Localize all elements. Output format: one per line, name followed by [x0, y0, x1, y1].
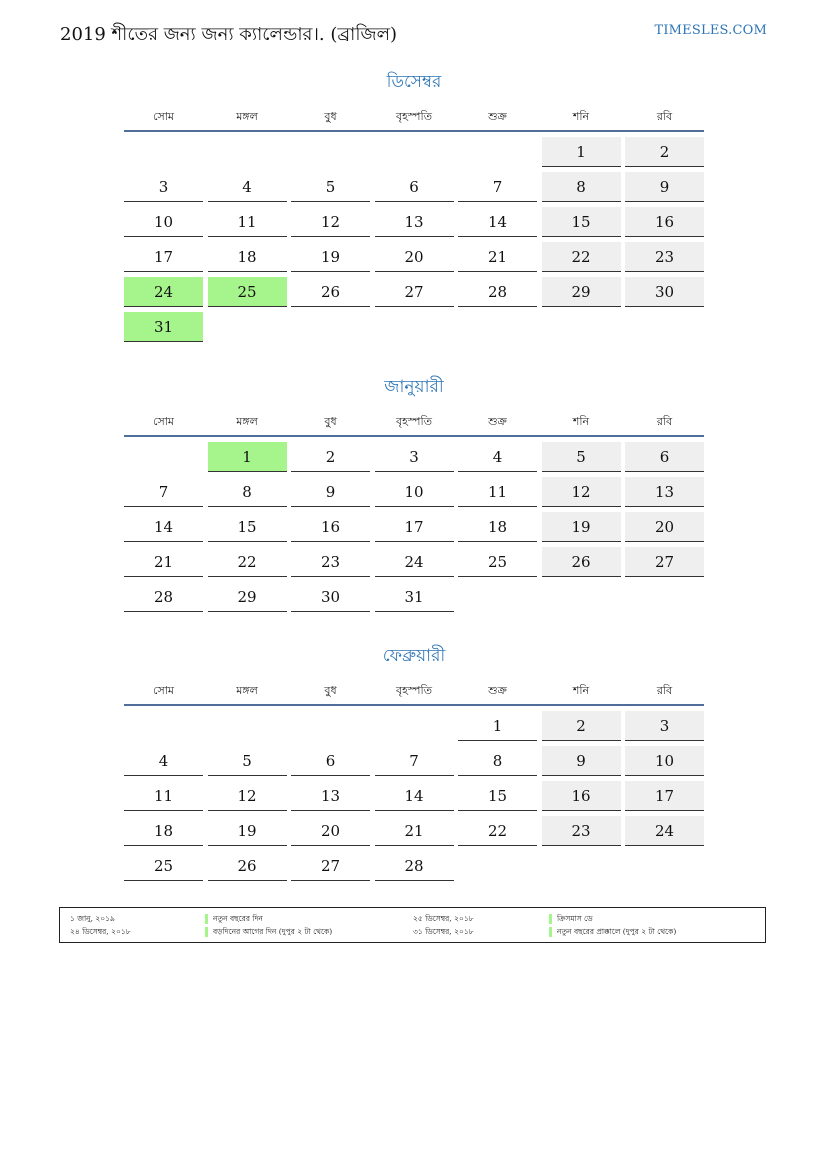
weekday-label: রবি	[656, 684, 673, 697]
weekday-label: রবি	[656, 110, 673, 123]
day-cell: 5	[208, 746, 287, 776]
day-cell: 19	[542, 512, 621, 542]
weekday-label: সোম	[152, 110, 175, 123]
day-cell: 24	[124, 277, 203, 307]
day-cell: 26	[208, 851, 287, 881]
day-cell: 19	[208, 816, 287, 846]
empty-cell	[208, 711, 287, 741]
day-cell: 12	[542, 477, 621, 507]
day-cell: 22	[458, 816, 537, 846]
day-cell: 13	[375, 207, 454, 237]
day-cell: 16	[291, 512, 370, 542]
day-cell: 27	[291, 851, 370, 881]
day-cell: 3	[124, 172, 203, 202]
page-title: 2019 শীতের জন্য জন্য ক্যালেন্ডার।. (ব্রাজিল)	[60, 24, 398, 45]
day-cell: 30	[291, 582, 370, 612]
empty-cell	[291, 137, 370, 167]
legend-date: ১ জানু, ২০১৯	[70, 914, 115, 923]
day-cell: 28	[458, 277, 537, 307]
day-cell: 23	[291, 547, 370, 577]
legend-date: ৩১ ডিসেম্বর, ২০১৮	[413, 927, 474, 936]
weekday-header	[124, 413, 704, 437]
weekday-label: বুধ	[324, 415, 337, 428]
day-cell: 13	[625, 477, 704, 507]
month-december	[124, 70, 704, 342]
day-cell: 8	[458, 746, 537, 776]
day-cell: 26	[542, 547, 621, 577]
weekday-label: শুক্র	[488, 415, 507, 428]
day-cell: 18	[124, 816, 203, 846]
day-cell: 21	[375, 816, 454, 846]
day-cell: 13	[291, 781, 370, 811]
day-cell: 9	[625, 172, 704, 202]
day-cell: 7	[124, 477, 203, 507]
weekday-label: রবি	[656, 415, 673, 428]
weekday-label: মঙ্গল	[236, 110, 258, 123]
legend-holiday: বড়দিনের আগের দিন (দুপুর ২ টা থেকে)	[205, 927, 332, 937]
day-cell: 2	[625, 137, 704, 167]
day-cell: 7	[375, 746, 454, 776]
day-cell: 10	[625, 746, 704, 776]
weekday-label: শনি	[572, 110, 590, 123]
weekday-label: বৃহস্পতি	[396, 110, 432, 123]
weekday-label: শনি	[572, 684, 590, 697]
day-cell: 9	[542, 746, 621, 776]
day-cell: 20	[375, 242, 454, 272]
day-grid	[124, 442, 704, 612]
day-cell: 16	[625, 207, 704, 237]
empty-cell	[124, 442, 203, 472]
day-cell: 15	[208, 512, 287, 542]
weekday-header	[124, 682, 704, 706]
day-cell: 17	[375, 512, 454, 542]
day-cell: 23	[542, 816, 621, 846]
day-cell: 12	[291, 207, 370, 237]
month-february	[124, 644, 704, 881]
day-cell: 2	[542, 711, 621, 741]
day-cell: 4	[124, 746, 203, 776]
weekday-label: মঙ্গল	[236, 415, 258, 428]
day-cell: 10	[124, 207, 203, 237]
weekday-label: বৃহস্পতি	[396, 415, 432, 428]
day-cell: 5	[291, 172, 370, 202]
day-cell: 11	[208, 207, 287, 237]
day-cell: 14	[458, 207, 537, 237]
legend-holiday: নতুন বছরের প্রাক্কালে (দুপুর ২ টা থেকে)	[549, 927, 676, 937]
holiday-legend	[59, 907, 766, 943]
day-cell: 8	[208, 477, 287, 507]
weekday-label: সোম	[152, 684, 175, 697]
day-cell: 18	[458, 512, 537, 542]
day-cell: 23	[625, 242, 704, 272]
day-cell: 28	[124, 582, 203, 612]
day-cell: 8	[542, 172, 621, 202]
empty-cell	[291, 711, 370, 741]
day-cell: 5	[542, 442, 621, 472]
month-title: ডিসেম্বর	[386, 72, 442, 92]
day-cell: 25	[458, 547, 537, 577]
day-cell: 17	[625, 781, 704, 811]
day-cell: 11	[124, 781, 203, 811]
day-cell: 25	[208, 277, 287, 307]
day-cell: 3	[625, 711, 704, 741]
month-title: জানুয়ারী	[384, 377, 444, 397]
weekday-label: সোম	[152, 415, 175, 428]
day-cell: 19	[291, 242, 370, 272]
day-cell: 22	[208, 547, 287, 577]
empty-cell	[124, 711, 203, 741]
day-cell: 31	[375, 582, 454, 612]
weekday-header	[124, 108, 704, 132]
day-cell: 15	[542, 207, 621, 237]
day-cell: 6	[375, 172, 454, 202]
month-january	[124, 375, 704, 612]
day-cell: 29	[208, 582, 287, 612]
day-cell: 10	[375, 477, 454, 507]
day-cell: 20	[291, 816, 370, 846]
month-title: ফেব্রুয়ারী	[382, 646, 446, 666]
day-cell: 24	[375, 547, 454, 577]
empty-cell	[124, 137, 203, 167]
day-cell: 18	[208, 242, 287, 272]
weekday-label: শুক্র	[488, 684, 507, 697]
day-cell: 1	[542, 137, 621, 167]
day-cell: 20	[625, 512, 704, 542]
day-cell: 21	[124, 547, 203, 577]
day-cell: 24	[625, 816, 704, 846]
legend-holiday: ক্রিসমাস ডে	[549, 914, 593, 924]
legend-date: ২৪ ডিসেম্বর, ২০১৮	[70, 927, 131, 936]
day-cell: 14	[375, 781, 454, 811]
day-cell: 25	[124, 851, 203, 881]
day-cell: 12	[208, 781, 287, 811]
day-grid	[124, 711, 704, 881]
day-cell: 16	[542, 781, 621, 811]
day-cell: 28	[375, 851, 454, 881]
day-cell: 2	[291, 442, 370, 472]
day-cell: 21	[458, 242, 537, 272]
day-cell: 6	[291, 746, 370, 776]
day-cell: 22	[542, 242, 621, 272]
day-cell: 30	[625, 277, 704, 307]
weekday-label: মঙ্গল	[236, 684, 258, 697]
day-cell: 31	[124, 312, 203, 342]
weekday-label: বৃহস্পতি	[396, 684, 432, 697]
day-cell: 4	[458, 442, 537, 472]
day-cell: 1	[458, 711, 537, 741]
day-cell: 6	[625, 442, 704, 472]
empty-cell	[375, 711, 454, 741]
day-grid	[124, 137, 704, 342]
weekday-label: বুধ	[324, 684, 337, 697]
weekday-label: বুধ	[324, 110, 337, 123]
empty-cell	[375, 137, 454, 167]
empty-cell	[458, 137, 537, 167]
site-link[interactable]: TIMESLES.COM	[654, 23, 767, 38]
day-cell: 9	[291, 477, 370, 507]
day-cell: 7	[458, 172, 537, 202]
day-cell: 14	[124, 512, 203, 542]
weekday-label: শনি	[572, 415, 590, 428]
day-cell: 26	[291, 277, 370, 307]
day-cell: 27	[625, 547, 704, 577]
day-cell: 4	[208, 172, 287, 202]
day-cell: 29	[542, 277, 621, 307]
empty-cell	[208, 137, 287, 167]
day-cell: 17	[124, 242, 203, 272]
weekday-label: শুক্র	[488, 110, 507, 123]
day-cell: 3	[375, 442, 454, 472]
day-cell: 1	[208, 442, 287, 472]
legend-date: ২৫ ডিসেম্বর, ২০১৮	[413, 914, 474, 923]
day-cell: 27	[375, 277, 454, 307]
day-cell: 11	[458, 477, 537, 507]
day-cell: 15	[458, 781, 537, 811]
legend-holiday: নতুন বছরের দিন	[205, 914, 263, 924]
